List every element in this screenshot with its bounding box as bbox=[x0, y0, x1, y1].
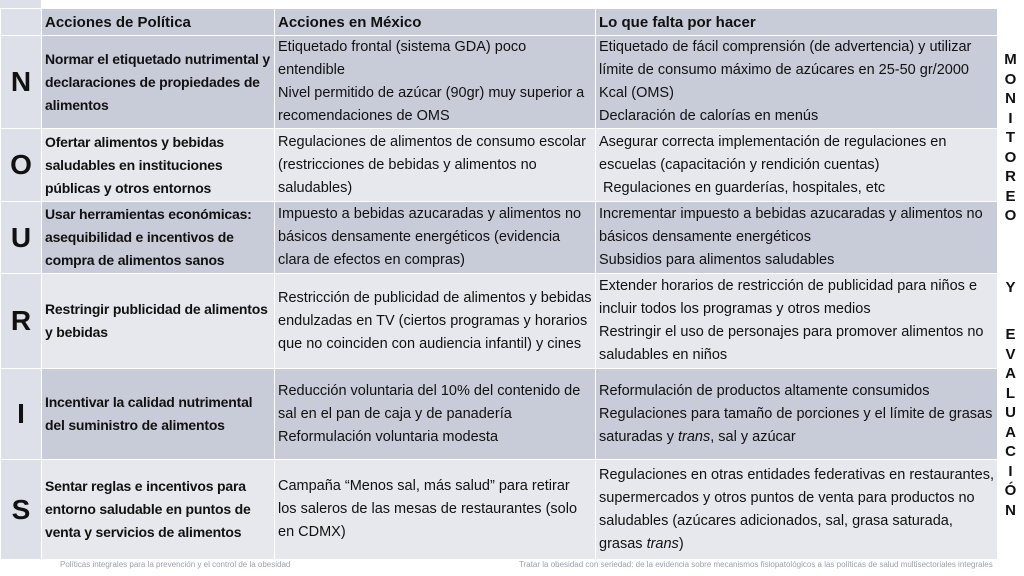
mexico-cell bbox=[275, 460, 596, 560]
pending-line: Regulaciones en guarderías, hospitales, etc bbox=[603, 179, 886, 196]
side-letter: N bbox=[1005, 501, 1016, 519]
pending-line: Asegurar correcta implementación de regulaciones en escuelas (capacitación y rendición cuentas) bbox=[599, 133, 947, 173]
side-letter: L bbox=[1005, 384, 1016, 402]
row-letter: U bbox=[1, 202, 42, 274]
mexico-line: Campaña “Menos sal, más salud” para retirar los saleros de las mesas de restaurantes (solo en CDMX) bbox=[278, 478, 578, 540]
row-letter: O bbox=[1, 129, 42, 202]
side-letter: R bbox=[1005, 168, 1016, 185]
pending-cell bbox=[596, 369, 998, 460]
side-letter: A bbox=[1005, 365, 1016, 382]
side-letter: V bbox=[1005, 345, 1016, 363]
mexico-cell bbox=[275, 369, 596, 460]
pending-line: Reformulación de productos altamente consumidos bbox=[599, 382, 930, 399]
row-letter: S bbox=[1, 460, 42, 560]
side-title-word-evaluacion bbox=[997, 325, 1024, 520]
mexico-cell bbox=[275, 129, 596, 202]
pending-text: Regulaciones para tamaño de porciones y el límite de grasas saturadas y bbox=[599, 405, 993, 445]
side-letter: O bbox=[1004, 70, 1017, 88]
row-letter: N bbox=[1, 36, 42, 129]
table-row bbox=[1, 369, 998, 460]
pending-line: Subsidios para alimentos saludables bbox=[599, 252, 835, 268]
pending-line bbox=[599, 464, 994, 556]
pending-line: Restringir el uso de personajes para promover alimentos no saludables en niños bbox=[599, 324, 984, 363]
side-letter: I bbox=[1008, 462, 1013, 480]
side-letter: M bbox=[1004, 51, 1017, 68]
header-policy: Acciones de Política bbox=[42, 9, 275, 36]
mexico-line: Reducción voluntaria del 10% del contenido de sal en el pan de caja y de panadería bbox=[278, 382, 581, 422]
policy-cell: Sentar reglas e incentivos para entorno saludable en puntos de venta y servicios de alimentos bbox=[42, 460, 275, 560]
pending-cell bbox=[596, 460, 998, 560]
pending-text: Regulaciones en otras entidades federativas en restaurantes, supermercados y otros puntos de venta para productos no saludables (azúcares adicionados, sal, grasa saturada, grasas bbox=[599, 466, 994, 552]
header-mexico: Acciones en México bbox=[275, 9, 596, 36]
policy-cell: Restringir publicidad de alimentos y bebidas bbox=[42, 274, 275, 369]
pending-line bbox=[599, 403, 994, 449]
table-row bbox=[1, 36, 998, 129]
side-title-word-y bbox=[997, 278, 1024, 298]
table-header-row bbox=[1, 9, 998, 36]
policy-cell: Incentivar la calidad nutrimental del suministro de alimentos bbox=[42, 369, 275, 460]
footer-left-text: Políticas integrales para la prevención y el control de la obesidad bbox=[60, 560, 291, 569]
row-letter: I bbox=[1, 369, 42, 460]
side-letter: U bbox=[1005, 404, 1016, 421]
side-letter: C bbox=[1005, 443, 1016, 460]
side-letter: Y bbox=[1005, 279, 1016, 296]
table-row bbox=[1, 202, 998, 274]
side-letter: O bbox=[1004, 207, 1017, 224]
trans-italic: trans bbox=[646, 535, 679, 552]
mexico-line: Nivel permitido de azúcar (90gr) muy superior a recomendaciones de OMS bbox=[278, 85, 585, 124]
mexico-cell bbox=[275, 202, 596, 274]
mexico-line: Regulaciones de alimentos de consumo escolar (restricciones de bebidas y alimentos no saludables) bbox=[278, 133, 586, 196]
mexico-line: Restricción de publicidad de alimentos y bebidas endulzadas en TV (ciertos programas y horarios que no coinciden con audiencia infantil) y cines bbox=[278, 289, 592, 352]
policy-table bbox=[0, 8, 998, 560]
mexico-line: Reformulación voluntaria modesta bbox=[278, 428, 499, 445]
header-pending: Lo que falta por hacer bbox=[596, 9, 998, 36]
mexico-line: Etiquetado frontal (sistema GDA) poco entendible bbox=[278, 39, 527, 78]
pending-line: Incrementar impuesto a bebidas azucaradas y alimentos no básicos densamente energéticos bbox=[599, 206, 983, 245]
side-letter: I bbox=[1008, 109, 1013, 127]
policy-cell: Normar el etiquetado nutrimental y declaraciones de propiedades de alimentos bbox=[42, 36, 275, 129]
side-letter: E bbox=[1005, 326, 1016, 343]
side-letter: T bbox=[1005, 129, 1016, 146]
mexico-cell bbox=[275, 36, 596, 129]
mexico-cell bbox=[275, 274, 596, 369]
pending-tail: , sal y azúcar bbox=[710, 428, 796, 445]
header-letter-cell bbox=[1, 9, 42, 36]
policy-cell: Ofertar alimentos y bebidas saludables en instituciones públicas y otros entornos bbox=[42, 129, 275, 202]
pending-line: Extender horarios de restricción de publicidad para niños e incluir todos los programas y otros medios bbox=[599, 278, 978, 317]
pending-cell bbox=[596, 129, 998, 202]
table-row bbox=[1, 274, 998, 369]
side-letter: A bbox=[1005, 423, 1016, 441]
pending-line: Declaración de calorías en menús bbox=[599, 108, 819, 124]
side-letter: Ó bbox=[1004, 482, 1017, 499]
trans-italic: trans bbox=[678, 428, 711, 445]
pending-cell bbox=[596, 274, 998, 369]
side-letter: N bbox=[1005, 90, 1016, 107]
table-row bbox=[1, 129, 998, 202]
pending-close: ) bbox=[678, 535, 684, 552]
table-row bbox=[1, 460, 998, 560]
footer-right-text: Tratar la obesidad con seriedad: de la evidencia sobre mecanismos fisiopatológicos a las políticas de salud multisectoriales integrales bbox=[519, 560, 993, 569]
row-letter: R bbox=[1, 274, 42, 369]
policy-cell: Usar herramientas económicas: asequibilidad e incentivos de compra de alimentos sanos bbox=[42, 202, 275, 274]
pending-line: Etiquetado de fácil comprensión (de advertencia) y utilizar límite de consumo máximo de azúcares en 25-50 gr/2000 Kcal (OMS) bbox=[599, 39, 972, 101]
side-letter: E bbox=[1005, 187, 1016, 205]
slide-footer bbox=[0, 557, 1024, 576]
side-title-word-monitoreo bbox=[997, 50, 1024, 226]
pending-cell bbox=[596, 202, 998, 274]
pending-cell bbox=[596, 36, 998, 129]
mexico-line: Impuesto a bebidas azucaradas y alimentos no básicos densamente energéticos (evidencia clara de efectos en compras) bbox=[278, 206, 582, 268]
side-letter: O bbox=[1004, 148, 1017, 166]
